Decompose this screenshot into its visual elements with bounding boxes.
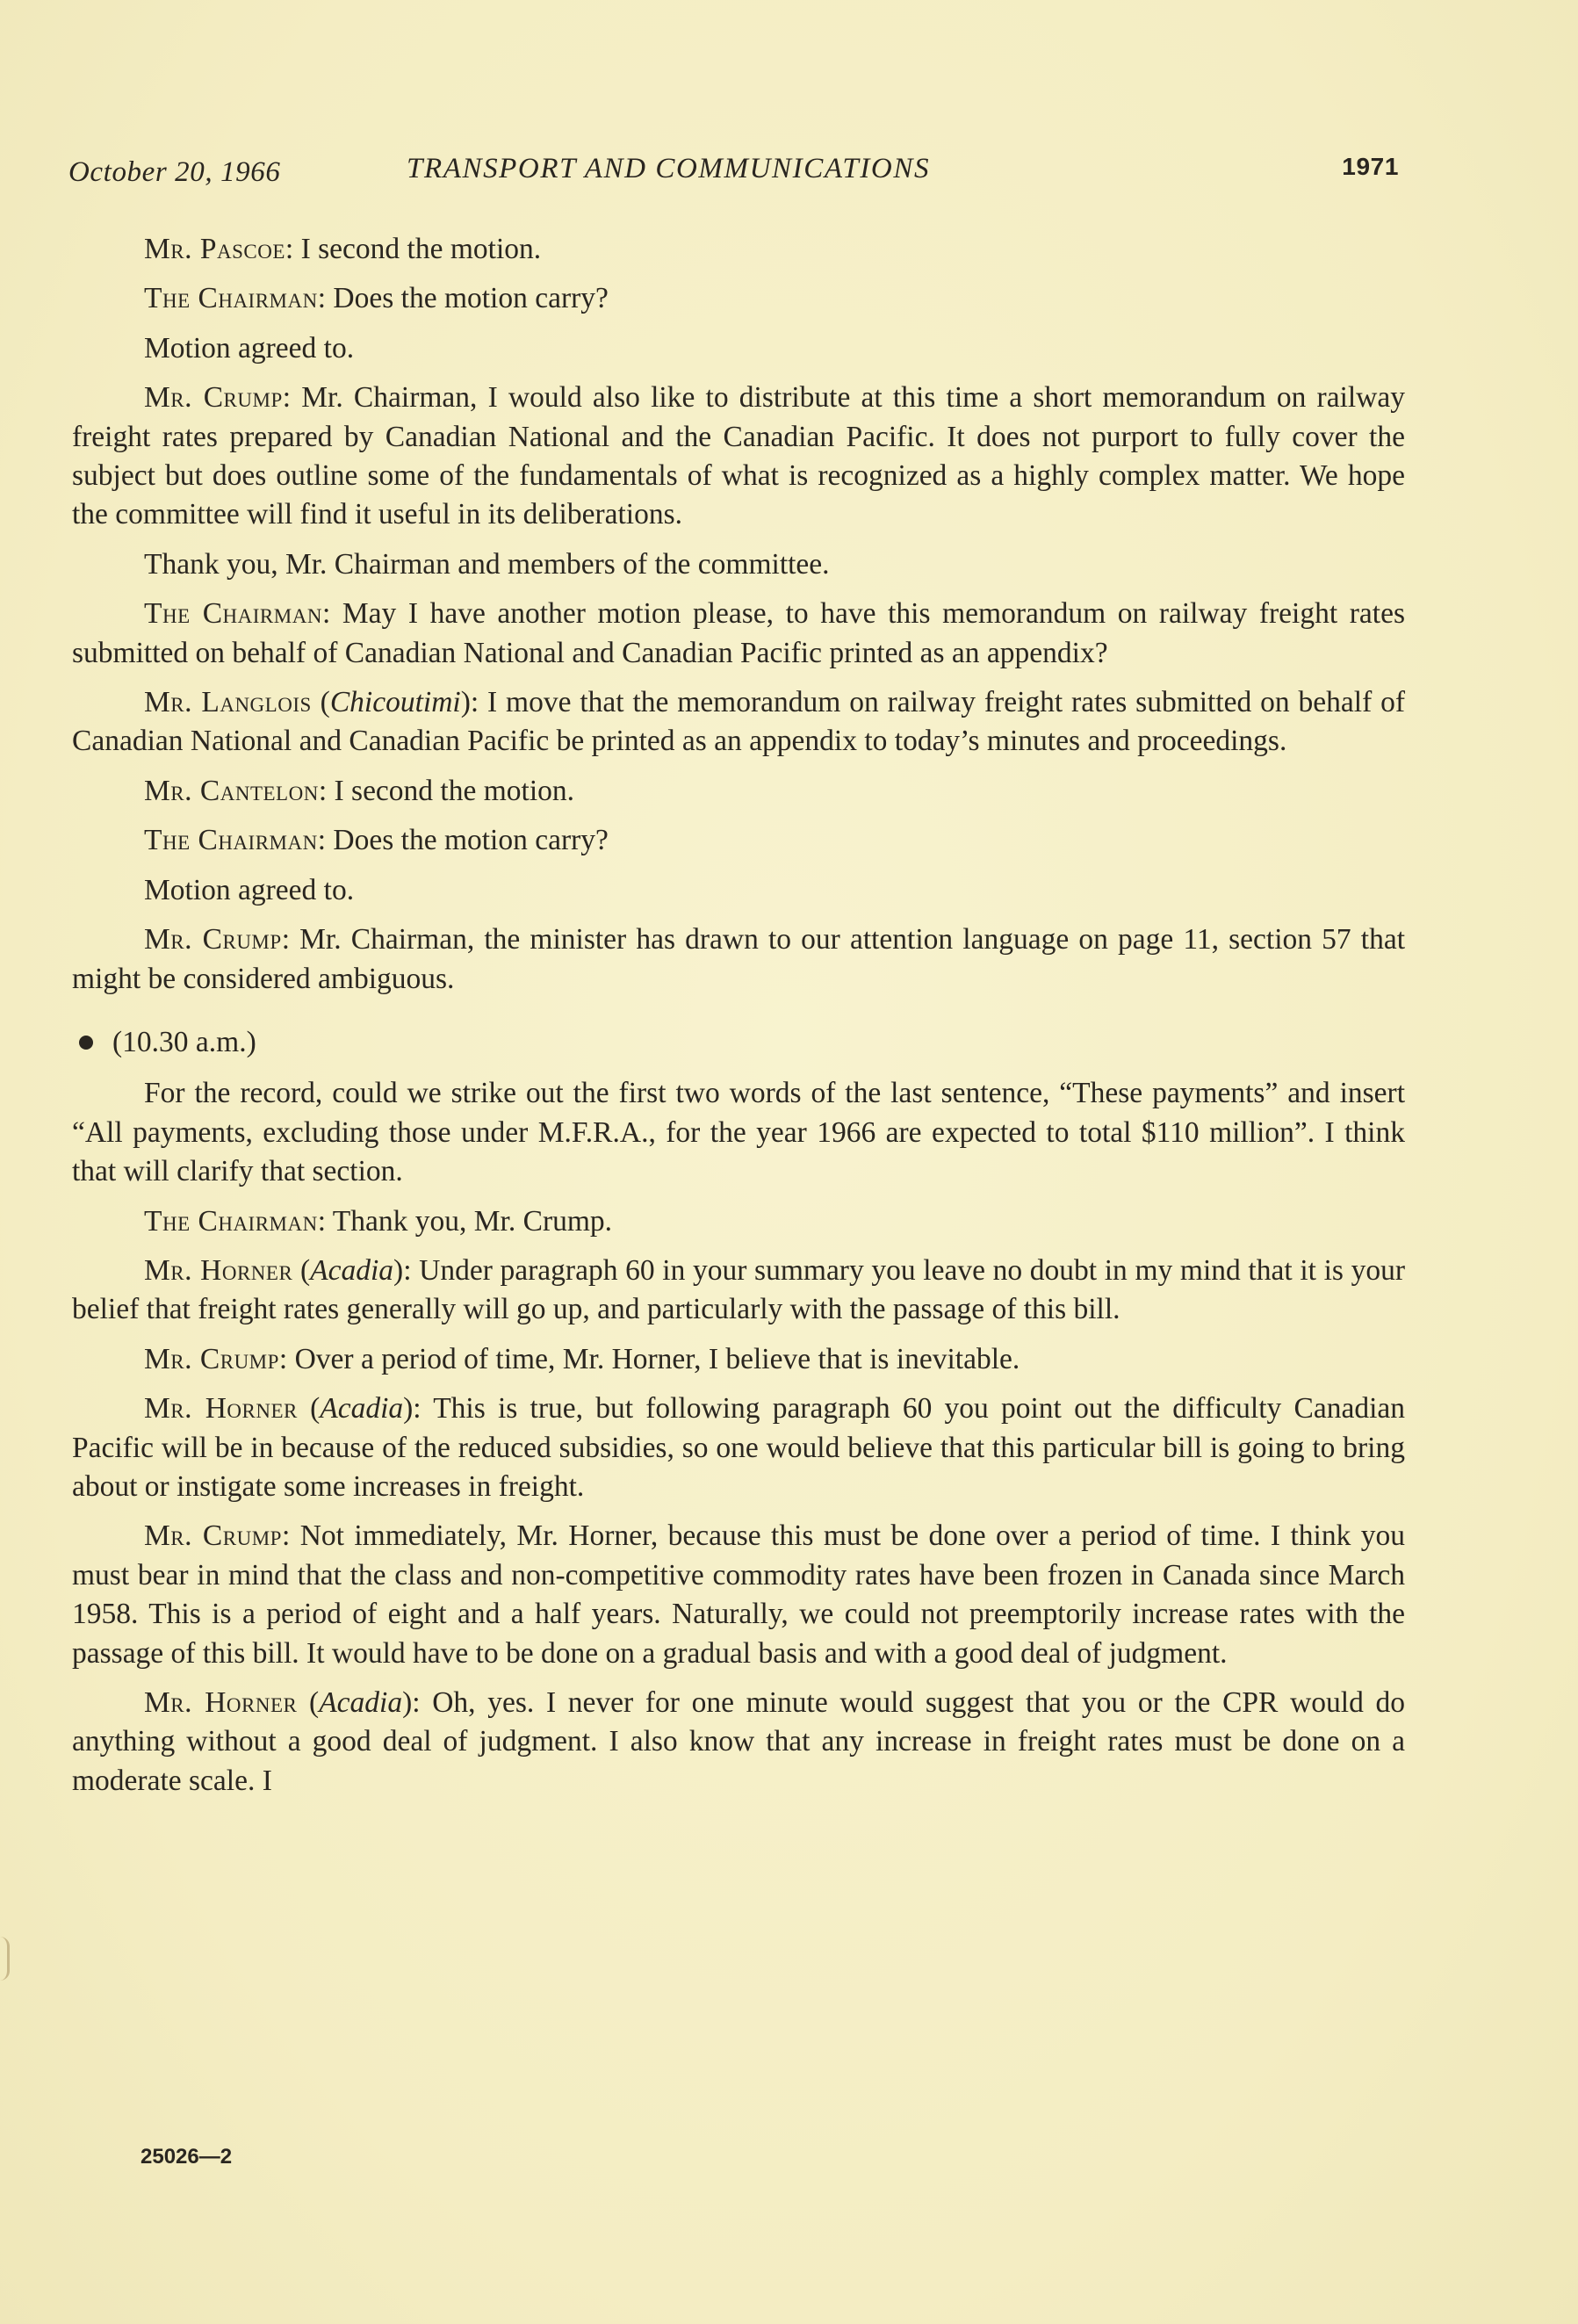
paragraph: Mr. Horner (Acadia): Oh, yes. I never for one minute would suggest that you or the CPR would do anything without a good deal of judgment. I also know that any increase in freight rates must be done on a moderate scale. I: [72, 1686, 1406, 1797]
paragraph-text: : I move that the memorandum on railway freight rates submitted on behalf of Canadian National and Canadian Pacific be printed as an appendix to today’s minutes and proceedings.: [72, 686, 1406, 758]
speaker-name: Mr. Horner: [144, 1686, 298, 1719]
speaker-name: Mr. Langlois: [144, 686, 312, 719]
paragraph-text: Thank you, Mr. Chairman and members of the committee.: [144, 547, 830, 581]
speaker-name: Mr. Pascoe: [144, 233, 285, 265]
paragraph-text: : Does the motion carry?: [317, 282, 609, 315]
paragraph: [72, 545, 1405, 584]
page-number: 1971: [1342, 153, 1399, 180]
header-date: October 20, 1966: [68, 156, 281, 188]
paragraph-group-before: [72, 230, 1405, 999]
paragraph-text: Motion agreed to.: [144, 331, 355, 364]
paragraph: [72, 595, 1405, 673]
paragraph: [72, 329, 1405, 368]
paragraph-text: : Over a period of time, Mr. Horner, I believe that is inevitable.: [278, 1342, 1020, 1375]
speaker-affiliation: Chicoutimi: [329, 686, 461, 719]
paragraph: [72, 230, 1405, 269]
paragraph-text: : Oh, yes. I never for one minute would suggest that you or the CPR would do anything without a good deal of judgment. I also know that any increase in freight rates must be done on a moderate scale. I: [72, 1686, 1406, 1797]
speaker-name: Mr. Horner: [144, 1253, 293, 1287]
bullet-icon: [79, 1036, 93, 1050]
paragraph: [72, 920, 1405, 999]
speaker-affiliation: Acadia: [320, 1392, 404, 1425]
speaker-name: Mr. Crump: [144, 381, 283, 415]
paragraph-text: : Not immediately, Mr. Horner, because this must be done over a period of time. I think you must bear in mind that the class and non-competitive commodity rates have been frozen in Canada since March 1958. This is a period of eight and a half years. Naturally, we could not preemptorily increase rates with the passage of this bill. It would have to be done on a gradual basis and with a good deal of judgment.: [72, 1519, 1405, 1670]
paragraph: [72, 379, 1405, 535]
paragraph-text: : Thank you, Mr. Crump.: [317, 1204, 613, 1238]
paragraph-text: : Does the motion carry?: [317, 824, 609, 857]
speaker-name: Mr. Crump: [144, 923, 282, 956]
speaker-name: The Chairman: [144, 282, 318, 315]
paragraph: Mr. Horner (Acadia): This is true, but following paragraph 60 you point out the difficulty Canadian Pacific will be in because of the reduced subsidies, so one would believe that this particular bill is going to bring about or instigate some increases in freight.: [72, 1392, 1405, 1503]
paragraph-text: : I second the motion.: [285, 233, 542, 265]
header-title: TRANSPORT AND COMMUNICATIONS: [407, 153, 931, 184]
paragraph-text: : May I have another motion please, to have this memorandum on railway freight rates submitted on behalf of Canadian National and Canadian Pacific printed as an appendix?: [72, 597, 1405, 669]
speaker-name: Mr. Crump: [144, 1519, 282, 1553]
paragraph-text: : Mr. Chairman, the minister has drawn to our attention language on page 11, section 57 that might be considered ambiguous.: [72, 923, 1406, 995]
speaker-name: Mr. Crump: [144, 1342, 279, 1375]
paragraph-text: : Mr. Chairman, I would also like to distribute at this time a short memorandum on railway freight rates prepared by Canadian National and the Canadian Pacific. It does not purport to fully cover the subject but does outline some of the fundamentals of what is recognized as a highly complex matter. We hope the committee will find it useful in its deliberations.: [72, 381, 1405, 531]
paragraph: [72, 871, 1405, 910]
binding-mark: [0, 1937, 10, 1981]
paragraph: Mr. Langlois (Chicoutimi): I move that the memorandum on railway freight rates submitted on behalf of Canadian National and Canadian Pacific be printed as an appendix to today’s minutes and proceedings.: [72, 686, 1406, 758]
time-marker-text: (10.30 a.m.): [112, 1025, 256, 1058]
paragraph: [72, 1202, 1405, 1241]
paragraph-text: For the record, could we strike out the first two words of the last sentence, “These payments” and insert “All payments, excluding those under M.F.R.A., for the year 1966 are expected to total $110 million”. I think that will clarify that section.: [72, 1077, 1405, 1188]
paragraph: [72, 1074, 1405, 1191]
speaker-affiliation: Acadia: [319, 1686, 403, 1719]
time-marker: [72, 1023, 1405, 1062]
paragraph: [72, 821, 1405, 860]
paragraph-text: : This is true, but following paragraph 60 you point out the difficulty Canadian Pacific will be in because of the reduced subsidies, so one would believe that this particular bill is going to bring about or instigate some increases in freight.: [72, 1392, 1405, 1503]
paragraph: [72, 1340, 1405, 1379]
speaker-affiliation: Acadia: [310, 1253, 394, 1287]
print-code: 25026—2: [141, 2145, 233, 2169]
speaker-name: Mr. Cantelon: [144, 774, 319, 807]
running-header: [68, 151, 1399, 195]
paragraph-text: : Under paragraph 60 in your summary you leave no doubt in my mind that it is your belief that freight rates generally will go up, and particularly with the passage of this bill.: [72, 1253, 1406, 1326]
paragraph-text: Motion agreed to.: [144, 873, 355, 906]
paragraph: [72, 772, 1405, 811]
transcript-body: [72, 230, 1405, 1811]
paragraph-group-after: [72, 1074, 1405, 1801]
speaker-name: Mr. Horner: [144, 1392, 298, 1425]
paragraph: Mr. Horner (Acadia): Under paragraph 60 in your summary you leave no doubt in my mind that it is your belief that freight rates generally will go up, and particularly with the passage of this bill.: [72, 1253, 1406, 1326]
speaker-name: The Chairman: [144, 824, 318, 857]
paragraph: [72, 1517, 1405, 1673]
speaker-name: The Chairman: [144, 1204, 318, 1238]
speaker-name: The Chairman: [144, 597, 322, 631]
paragraph-text: : I second the motion.: [318, 774, 575, 807]
paragraph: [72, 279, 1405, 318]
